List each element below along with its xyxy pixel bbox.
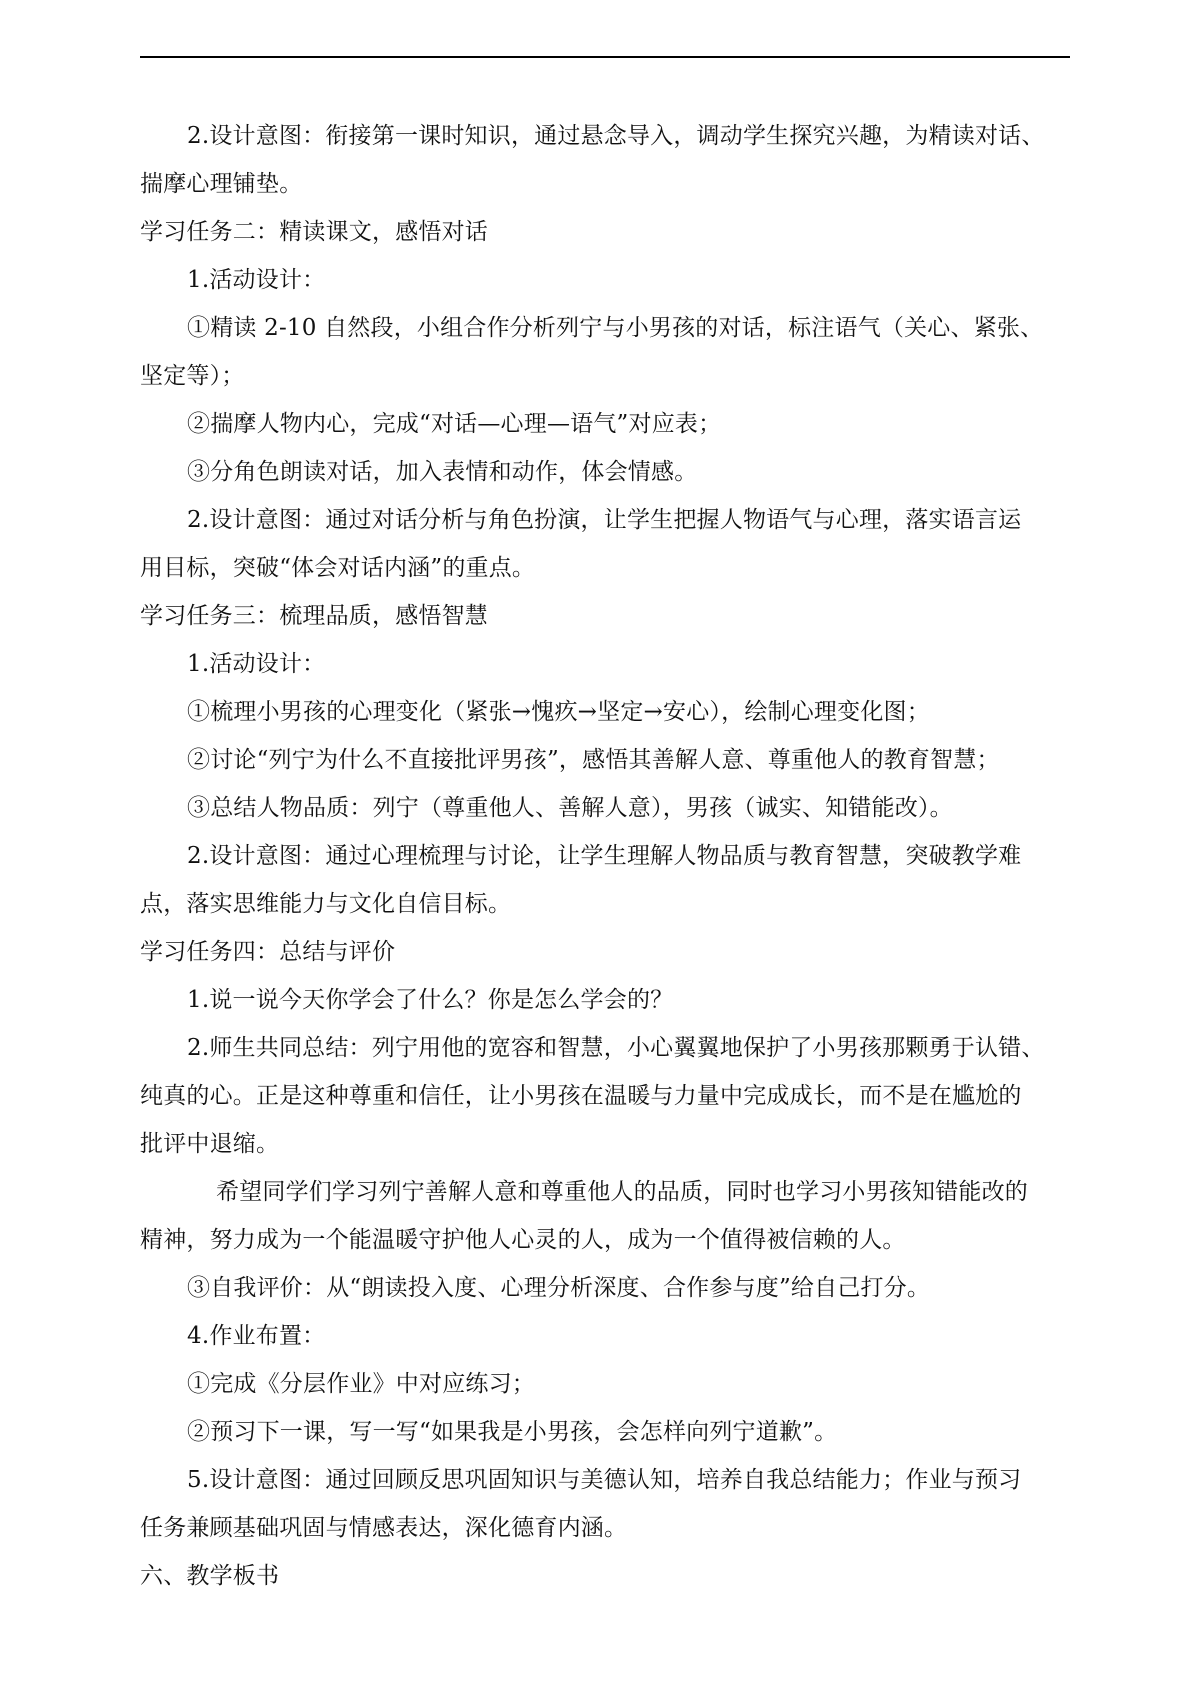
section-heading: 学习任务三：梳理品质，感悟智慧 <box>140 603 488 629</box>
paragraph-line: 4.作业布置： <box>187 1323 326 1349</box>
section-heading: 学习任务四：总结与评价 <box>140 939 396 965</box>
paragraph-line: 点，落实思维能力与文化自信目标。 <box>140 891 512 917</box>
paragraph-line: 坚定等）； <box>140 363 245 389</box>
section-heading: 学习任务二：精读课文，感悟对话 <box>140 219 488 245</box>
paragraph-line: 揣摩心理铺垫。 <box>140 171 303 197</box>
header-rule <box>140 56 1070 58</box>
paragraph-line: ②讨论“列宁为什么不直接批评男孩”，感悟其善解人意、尊重他人的教育智慧； <box>187 747 1000 773</box>
paragraph-line: ③分角色朗读对话，加入表情和动作，体会情感。 <box>187 459 698 485</box>
paragraph-line: 1.活动设计： <box>187 267 326 293</box>
paragraph-line: 1.活动设计： <box>187 651 326 677</box>
paragraph-line: 批评中退缩。 <box>140 1131 280 1157</box>
paragraph-line: ①精读 2-10 自然段，小组合作分析列宁与小男孩的对话，标注语气（关心、紧张、 <box>187 315 1044 341</box>
paragraph-line: 2.设计意图：衔接第一课时知识，通过悬念导入，调动学生探究兴趣，为精读对话、 <box>187 123 1045 149</box>
document-body <box>140 112 1070 1600</box>
paragraph-line: 2.师生共同总结：列宁用他的宽容和智慧，小心翼翼地保护了小男孩那颗勇于认错、 <box>187 1035 1045 1061</box>
paragraph-line: 2.设计意图：通过心理梳理与讨论，让学生理解人物品质与教育智慧，突破教学难 <box>187 843 1022 869</box>
paragraph-line: 纯真的心。正是这种尊重和信任，让小男孩在温暖与力量中完成成长，而不是在尴尬的 <box>140 1083 1022 1109</box>
paragraph-line: ③总结人物品质：列宁（尊重他人、善解人意），男孩（诚实、知错能改）。 <box>187 795 953 821</box>
paragraph-line: ①梳理小男孩的心理变化（紧张→愧疚→坚定→安心），绘制心理变化图； <box>187 699 930 725</box>
paragraph-line: ②预习下一课，写一写“如果我是小男孩，会怎样向列宁道歉”。 <box>187 1419 838 1445</box>
paragraph-line: 精神，努力成为一个能温暖守护他人心灵的人，成为一个值得被信赖的人。 <box>140 1227 906 1253</box>
paragraph-line: ①完成《分层作业》中对应练习； <box>187 1371 535 1397</box>
paragraph-line: ③自我评价：从“朗读投入度、心理分析深度、合作参与度”给自己打分。 <box>187 1275 931 1301</box>
paragraph-line: 1.说一说今天你学会了什么？你是怎么学会的？ <box>187 987 674 1013</box>
paragraph-line: 5.设计意图：通过回顾反思巩固知识与美德认知，培养自我总结能力；作业与预习 <box>187 1467 1022 1493</box>
paragraph-line: 用目标，突破“体会对话内涵”的重点。 <box>140 555 536 581</box>
paragraph-line: 希望同学们学习列宁善解人意和尊重他人的品质，同时也学习小男孩知错能改的 <box>216 1179 1028 1205</box>
section-heading: 六、教学板书 <box>140 1563 280 1589</box>
paragraph-line: ②揣摩人物内心，完成“对话—心理—语气”对应表； <box>187 411 722 437</box>
paragraph-line: 2.设计意图：通过对话分析与角色扮演，让学生把握人物语气与心理，落实语言运 <box>187 507 1022 533</box>
paragraph-line: 任务兼顾基础巩固与情感表达，深化德育内涵。 <box>140 1515 628 1541</box>
